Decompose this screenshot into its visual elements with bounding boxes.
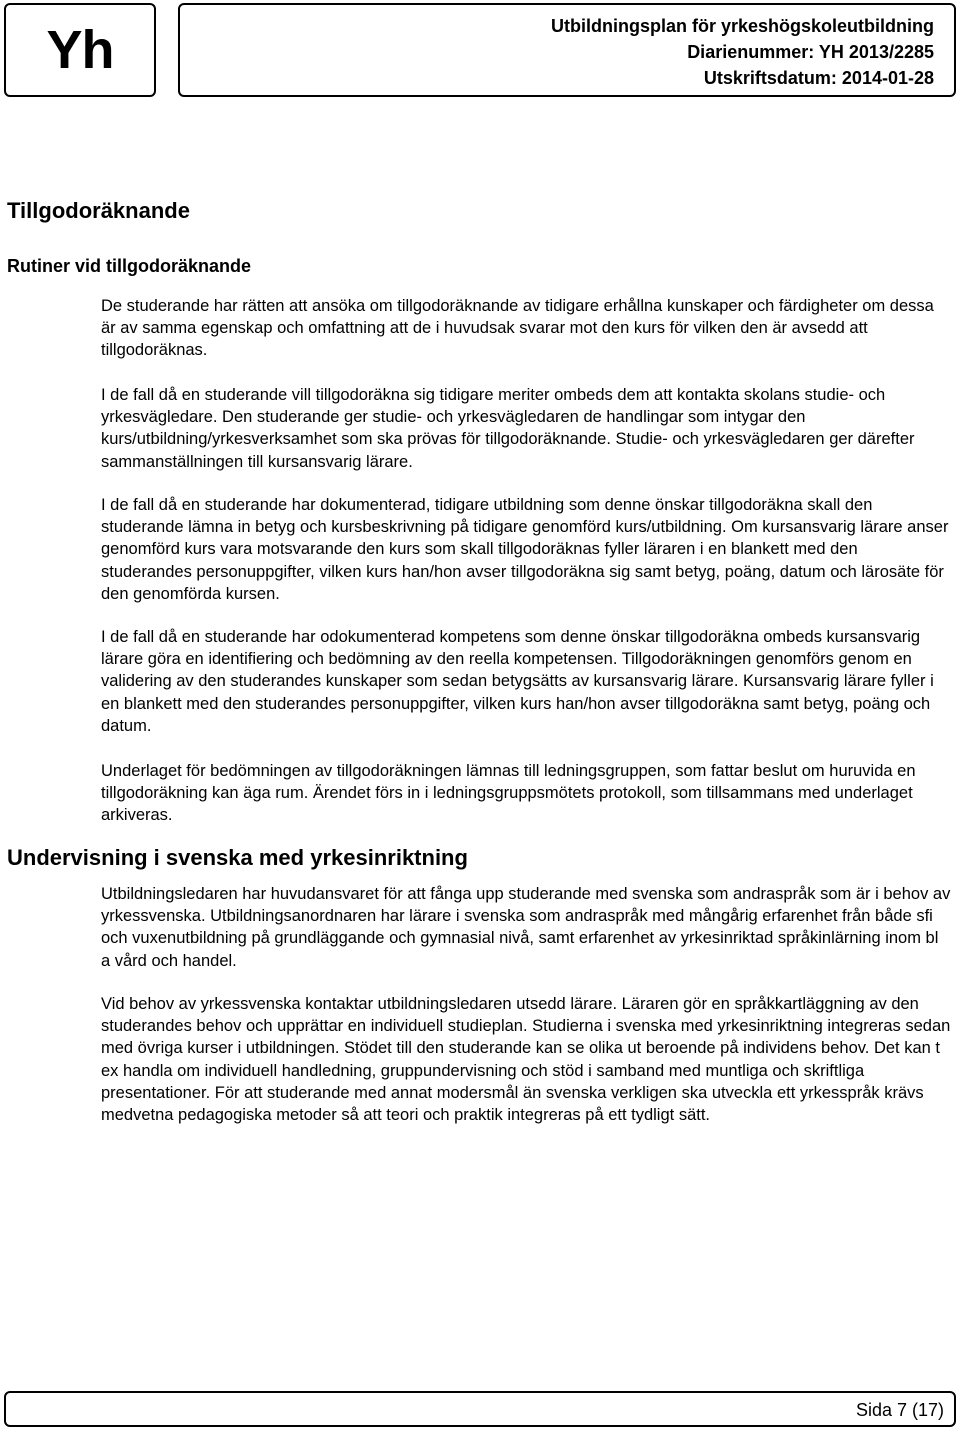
subheading-rutiner: Rutiner vid tillgodoräknande [7, 256, 252, 276]
page-footer [4, 1391, 956, 1427]
logo-text: Yh [46, 20, 114, 80]
paragraph: I de fall då en studerande har odokumenterad kompetens som denne önskar tillgodoräkna ombeds kursansvarig lärare göra en identifiering och bedömning av den reella kompetensen. Tillgodoräkningen genomförs genom en validering av den studerandes kunskaper som sedan betygsätts av kursansvarig lärare. Kursansvarig lärare fyller i en blankett med den studerandes personuppgifter, vilken kurs han/hon avser tillgodoräkna samt betyg, poäng och datum. [101, 628, 934, 735]
page-number: Sida 7 (17) [855, 1400, 944, 1420]
paragraph: Underlaget för bedömningen av tillgodoräkningen lämnas till ledningsgruppen, som fattar beslut om huruvida en tillgodoräkning kan äga rum. Ärendet förs in i ledningsgruppsmötets protokoll, som tillsammans med underlaget arkiveras. [101, 762, 916, 825]
paragraph: Utbildningsledaren har huvudansvaret för att fånga upp studerande med svenska som andraspråk som är i behov av yrkessvenska. Utbildningsanordnaren har lärare i svenska som andraspråk med mångårig erfarenhet från både sfi och vuxenutbildning på grundläggande och gymnasial nivå, samt erfarenhet av yrkesinriktad språkinlärning inom bl a vård och handel. [101, 885, 951, 970]
section-heading-undervisning: Undervisning i svenska med yrkesinriktning [7, 845, 468, 870]
document-title: Utbildningsplan för yrkeshögskoleutbildning [550, 16, 934, 36]
utskriftsdatum: Utskriftsdatum: 2014-01-28 [703, 68, 934, 88]
paragraph: Vid behov av yrkessvenska kontaktar utbildningsledaren utsedd lärare. Läraren gör en språkkartläggning av den studerandes behov och upprättar en individuell studieplan. Studierna i svenska med yrkesinriktning integreras sedan med övriga kurser i utbildningen. Stödet till den studerande kan se olika ut beroende på individens behov. Det kan t ex handla om individuell handledning, gruppundervisning och stöd i samband med muntliga och skriftliga presentationer. För att studerande med annat modersmål än svenska verkligen ska utveckla ett yrkesspråk krävs medvetna pedagogiska metoder så att teori och praktik integreras på ett tydligt sätt. [101, 995, 951, 1125]
paragraph: De studerande har rätten att ansöka om tillgodoräknande av tidigare erhållna kunskaper och färdigheter om dessa är av samma egenskap och omfattning att de i huvudsak svarar mot den kurs för vilken den är avsedd att tillgodoräknas. [101, 297, 934, 360]
paragraph: I de fall då en studerande vill tillgodoräkna sig tidigare meriter ombeds dem att kontakta skolans studie- och yrkesvägledare. Den studerande ger studie- och yrkesvägledaren de handlingar som intygar den kurs/utbildning/yrkesverksamhet som ska prövas för tillgodoräknande. Studie- och yrkesvägledaren ger därefter sammanställningen till kursansvarig lärare. [101, 386, 915, 471]
logo [4, 3, 156, 97]
diarienummer: Diarienummer: YH 2013/2285 [687, 42, 934, 62]
document-header [178, 3, 956, 97]
paragraph: I de fall då en studerande har dokumenterad, tidigare utbildning som denne önskar tillgodoräkna skall den studerande lämna in betyg och kursbeskrivning på tidigare genomförd kurs/utbildning. Om kursansvarig lärare anser genomförd kurs vara motsvarande den kurs som skall tillgodoräknas fyller läraren i en blankett med den studerandes personuppgifter, vilken kurs han/hon avser tillgodoräkna sig samt betyg, poäng, datum och lärosäte för den genomförda kursen. [101, 496, 949, 603]
section-heading-tillgodoraknande: Tillgodoräknande [7, 198, 190, 223]
